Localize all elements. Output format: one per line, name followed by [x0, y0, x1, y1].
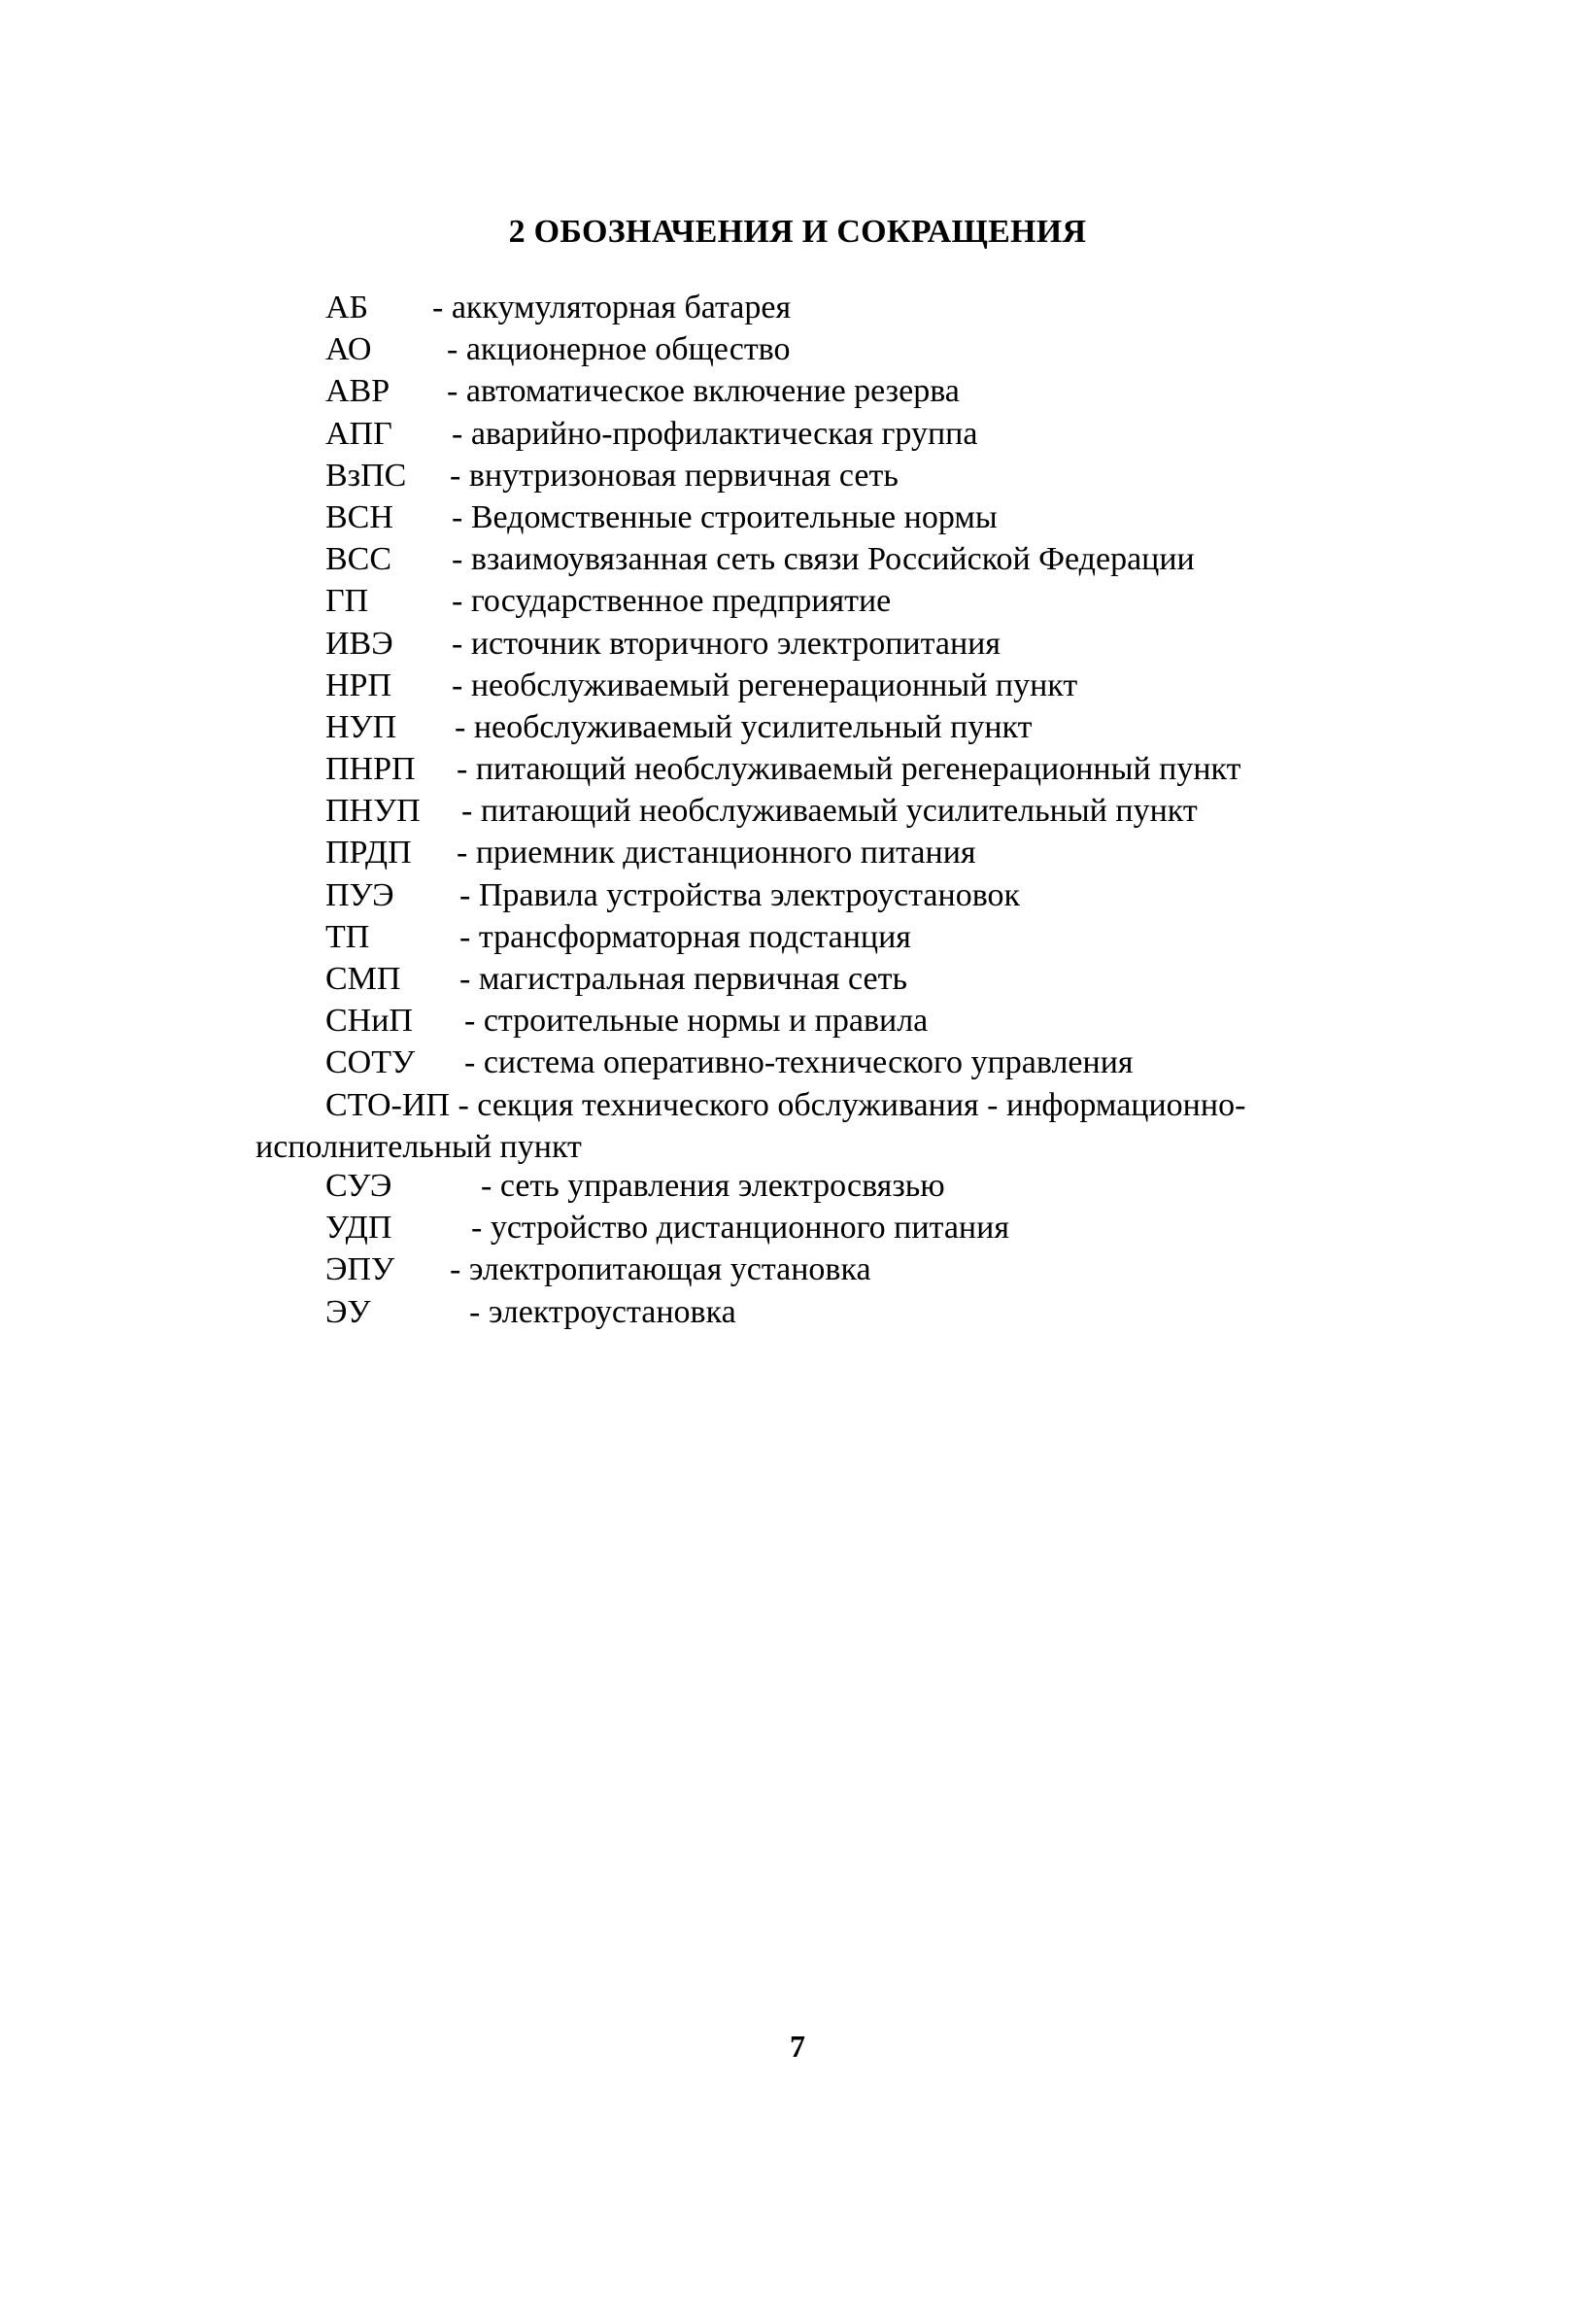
list-item	[325, 877, 1394, 919]
abbreviation-list	[325, 290, 1394, 1087]
definition: - электропитающая установка	[450, 1251, 871, 1288]
list-item	[325, 1294, 1394, 1336]
list-item	[325, 499, 1394, 541]
list-item	[325, 919, 1394, 961]
list-item	[325, 290, 1394, 331]
definition: - автоматическое включение резерва	[447, 373, 960, 410]
abbreviation-list-continued	[325, 1168, 1394, 1336]
list-item	[325, 709, 1394, 751]
list-item	[325, 331, 1394, 373]
abbreviation: НУП	[325, 708, 397, 745]
definition: - акционерное общество	[447, 331, 791, 368]
list-item	[325, 541, 1394, 583]
definition: - система оперативно-технического управления	[464, 1044, 1134, 1081]
definition: - питающий необслуживаемый регенерационный пункт	[457, 751, 1241, 788]
page-number: 7	[790, 2029, 805, 2064]
abbreviation: ПРДП	[325, 835, 412, 872]
list-item	[325, 1210, 1394, 1251]
abbreviation: СНиП	[325, 1003, 413, 1040]
abbreviation: ЭУ	[325, 1293, 371, 1330]
list-item	[325, 416, 1394, 458]
abbreviation: СУЭ	[325, 1168, 392, 1204]
definition: - Правила устройства электроустановок	[459, 876, 1021, 913]
abbreviation: ТП	[325, 918, 370, 955]
list-item-wrapped	[255, 1084, 1363, 1168]
abbreviation: ГП	[325, 583, 369, 620]
list-item	[325, 626, 1394, 667]
abbreviation: УДП	[325, 1210, 392, 1247]
list-item	[325, 961, 1394, 1003]
abbreviation: АВР	[325, 373, 390, 410]
definition: - питающий необслуживаемый усилительный пункт	[461, 793, 1198, 830]
list-item	[325, 793, 1394, 835]
list-item	[325, 1251, 1394, 1293]
abbreviation: АО	[325, 331, 372, 368]
abbreviation: ВзПС	[325, 457, 407, 494]
abbreviation: АПГ	[325, 415, 392, 452]
definition: - государственное предприятие	[452, 583, 892, 620]
abbreviation: СТО-ИП	[325, 1087, 450, 1123]
wrapped-continuation: исполнительный пункт	[255, 1129, 582, 1166]
list-item	[325, 1044, 1394, 1086]
list-item	[325, 667, 1394, 709]
abbreviation: ПУЭ	[325, 876, 394, 913]
list-item	[325, 373, 1394, 415]
list-item	[325, 1003, 1394, 1044]
definition: - аварийно-профилактическая группа	[452, 415, 978, 452]
definition: - приемник дистанционного питания	[457, 835, 976, 872]
abbreviation: ИВЭ	[325, 625, 393, 662]
abbreviation: АБ	[325, 290, 369, 325]
abbreviation: ПНУП	[325, 793, 421, 830]
definition: - устройство дистанционного питания	[471, 1210, 1009, 1247]
definition: - секция технического обслуживания - информационно-	[458, 1087, 1246, 1123]
definition: - трансформаторная подстанция	[459, 918, 911, 955]
definition: - аккумуляторная батарея	[432, 290, 792, 325]
list-item	[325, 751, 1394, 793]
definition: - магистральная первичная сеть	[459, 961, 908, 997]
definition: - сеть управления электросвязью	[481, 1168, 945, 1204]
abbreviation: ВСН	[325, 498, 393, 535]
abbreviation: СОТУ	[325, 1044, 416, 1081]
definition: - необслуживаемый усилительный пункт	[455, 708, 1033, 745]
abbreviation: ПНРП	[325, 751, 416, 788]
list-item	[325, 583, 1394, 625]
abbreviation: ЭПУ	[325, 1251, 395, 1288]
list-item	[325, 835, 1394, 876]
definition: - необслуживаемый регенерационный пункт	[452, 666, 1078, 703]
definition: - источник вторичного электропитания	[452, 625, 1001, 662]
definition: - Ведомственные строительные нормы	[452, 498, 998, 535]
abbreviation: ВСС	[325, 541, 392, 578]
list-item	[325, 458, 1394, 499]
wrapped-first-line	[255, 1084, 1363, 1126]
abbreviation: НРП	[325, 666, 392, 703]
definition: - электроустановка	[469, 1293, 736, 1330]
definition: - внутризоновая первичная сеть	[450, 457, 899, 494]
definition: - взаимоувязанная сеть связи Российской Федерации	[452, 541, 1195, 578]
list-item	[325, 1168, 1394, 1210]
abbreviation: СМП	[325, 961, 401, 997]
definition: - строительные нормы и правила	[464, 1003, 929, 1040]
section-heading: 2 ОБОЗНАЧЕНИЯ И СОКРАЩЕНИЯ	[508, 214, 1087, 250]
